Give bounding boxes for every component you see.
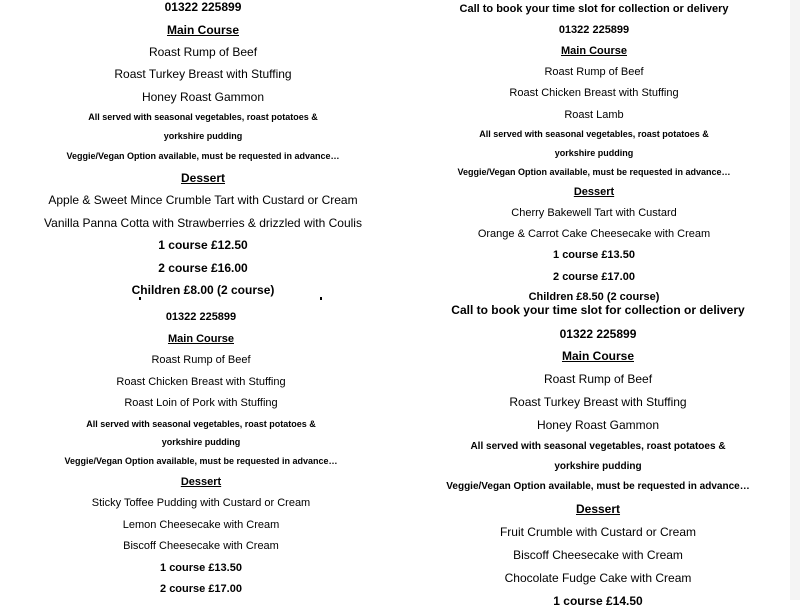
main-item: Roast Rump of Beef: [151, 354, 251, 366]
children-price: Children £8.00 (2 course): [131, 283, 275, 297]
children-price: Children £8.50 (2 course): [528, 291, 660, 303]
dessert-item: Cherry Bakewell Tart with Custard: [511, 207, 677, 219]
price-two-course: 2 course £17.00: [160, 583, 242, 595]
dessert-item: Lemon Cheesecake with Cream: [122, 519, 280, 531]
veggie-note: Veggie/Vegan Option available, must be requested in advance…: [66, 151, 340, 161]
phone-number: 01322 225899: [558, 24, 630, 36]
main-item: Roast Turkey Breast with Stuffing: [509, 395, 687, 409]
dessert-item: Vanilla Panna Cotta with Strawberries & drizzled with Coulis: [44, 216, 362, 230]
main-item: Roast Rump of Beef: [543, 372, 653, 386]
veggie-note: Veggie/Vegan Option available, must be requested in advance…: [457, 167, 731, 177]
price-one-course: 1 course £14.50: [553, 594, 643, 608]
main-item: Roast Chicken Breast with Stuffing: [509, 87, 679, 99]
dessert-item: Orange & Carrot Cake Cheesecake with Cream: [477, 228, 711, 240]
served-note: yorkshire pudding: [163, 131, 243, 141]
veggie-note: Veggie/Vegan Option available, must be requested in advance…: [446, 481, 750, 492]
served-note: All served with seasonal vegetables, roast potatoes &: [470, 441, 726, 452]
main-item: Roast Turkey Breast with Stuffing: [114, 67, 292, 81]
page-edge: [790, 0, 800, 600]
phone-number: 01322 225899: [559, 327, 637, 341]
menu-card-3: [0, 302, 402, 600]
menu-card-4: [398, 300, 798, 608]
main-item: Roast Chicken Breast with Stuffing: [116, 376, 286, 388]
price-one-course: 1 course £12.50: [158, 238, 248, 252]
dessert-item: Apple & Sweet Mince Crumble Tart with Custard or Cream: [48, 193, 358, 207]
main-item: Roast Loin of Pork with Stuffing: [124, 397, 278, 409]
main-item: Roast Rump of Beef: [148, 45, 258, 59]
served-note: All served with seasonal vegetables, roast potatoes &: [88, 112, 318, 122]
menu-card-1: [0, 0, 406, 300]
call-to-book: Call to book your time slot for collection or delivery: [451, 303, 745, 317]
served-note: yorkshire pudding: [554, 148, 634, 158]
call-to-book: Call to book your time slot for collection or delivery: [459, 3, 729, 15]
dessert-heading: Dessert: [575, 502, 621, 516]
main-item: Honey Roast Gammon: [141, 90, 265, 104]
crop-mark: [320, 297, 322, 300]
main-course-heading: Main Course: [166, 23, 239, 37]
main-course-heading: Main Course: [560, 45, 627, 57]
served-note: All served with seasonal vegetables, roast potatoes &: [86, 419, 316, 429]
menu-card-2: [394, 0, 794, 302]
price-two-course: 2 course £17.00: [553, 271, 635, 283]
dessert-item: Sticky Toffee Pudding with Custard or Cream: [91, 497, 311, 509]
main-item: Honey Roast Gammon: [536, 418, 660, 432]
crop-mark: [139, 297, 141, 300]
price-one-course: 1 course £13.50: [160, 562, 242, 574]
main-item: Roast Rump of Beef: [544, 66, 644, 78]
dessert-item: Fruit Crumble with Custard or Cream: [499, 525, 697, 539]
dessert-heading: Dessert: [180, 171, 226, 185]
price-two-course: 2 course £16.00: [158, 261, 248, 275]
veggie-note: Veggie/Vegan Option available, must be requested in advance…: [64, 456, 338, 466]
main-item: Roast Lamb: [564, 109, 624, 121]
main-course-heading: Main Course: [167, 333, 234, 345]
dessert-item: Chocolate Fudge Cake with Cream: [504, 571, 692, 585]
phone-number: 01322 225899: [165, 311, 237, 323]
phone-number: 01322 225899: [164, 0, 242, 14]
served-note: yorkshire pudding: [161, 437, 241, 447]
main-course-heading: Main Course: [561, 349, 634, 363]
dessert-heading: Dessert: [180, 476, 222, 488]
dessert-heading: Dessert: [573, 186, 615, 198]
dessert-item: Biscoff Cheesecake with Cream: [513, 548, 683, 562]
dessert-item: Biscoff Cheesecake with Cream: [123, 540, 279, 552]
price-one-course: 1 course £13.50: [553, 249, 635, 261]
served-note: All served with seasonal vegetables, roast potatoes &: [479, 129, 709, 139]
served-note: yorkshire pudding: [554, 461, 642, 472]
